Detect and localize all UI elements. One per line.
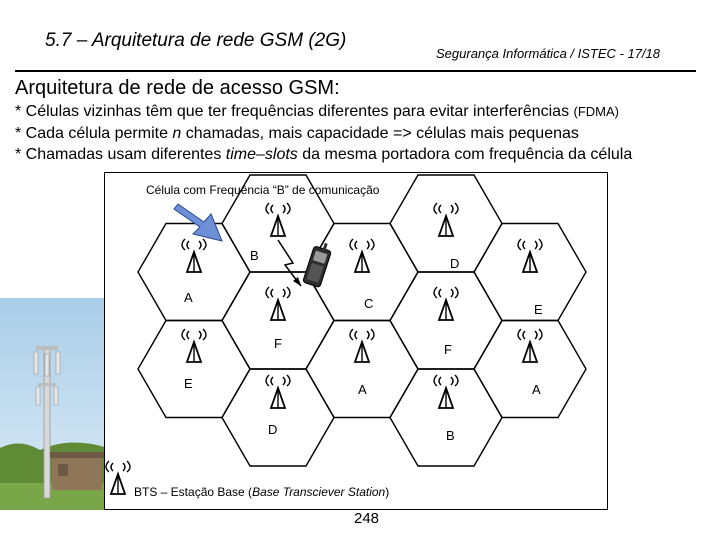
bullet-emphasis: n (172, 125, 182, 142)
course-header: Segurança Informática / ISTEC - 17/18 (436, 46, 660, 61)
cell-diagram (104, 172, 608, 510)
cell-frequency-label: E (184, 376, 193, 391)
bts-legend (134, 485, 389, 499)
bullet-text: * Chamadas usam diferentes (15, 146, 226, 163)
bullet-text: da mesma portadora com frequência da célula (297, 146, 633, 163)
section-heading: Arquitetura de rede de acesso GSM: (15, 77, 340, 99)
bullet-frequencies (15, 103, 619, 121)
legend-text: BTS – Estação Base ( (134, 485, 253, 499)
cell-frequency-label: B (446, 428, 455, 443)
cell-frequency-label: F (274, 336, 282, 351)
cell-frequency-label: B (250, 248, 259, 263)
cell-frequency-label: D (268, 422, 278, 437)
cell-frequency-label: D (450, 256, 460, 271)
bullet-note: (FDMA) (573, 104, 620, 119)
page-number: 248 (354, 510, 380, 527)
bullet-capacity (15, 125, 579, 143)
bullet-timeslots (15, 146, 632, 164)
bullet-text: * Cada célula permite (15, 125, 173, 142)
slide-title: 5.7 – Arquitetura de rede GSM (2G) (45, 30, 347, 51)
cell-frequency-label: A (184, 290, 193, 305)
bullet-text: * Células vizinhas têm que ter frequências diferentes para evitar interferências (15, 103, 574, 120)
cell-frequency-label: F (444, 342, 452, 357)
header-rule (15, 70, 696, 72)
cell-frequency-label: E (534, 302, 543, 317)
legend-emphasis: Base Transciever Station (252, 485, 386, 499)
bullet-emphasis: time–slots (225, 146, 298, 163)
cell-tower-photo (0, 298, 108, 510)
cell-frequency-label: C (364, 296, 374, 311)
callout-label: Célula com Frequência “B” de comunicação (146, 183, 380, 197)
bullet-text: chamadas, mais capacidade => células mais pequenas (181, 125, 579, 142)
cell-frequency-label: A (358, 382, 367, 397)
cell-frequency-label: A (532, 382, 541, 397)
legend-text: ) (385, 485, 390, 499)
